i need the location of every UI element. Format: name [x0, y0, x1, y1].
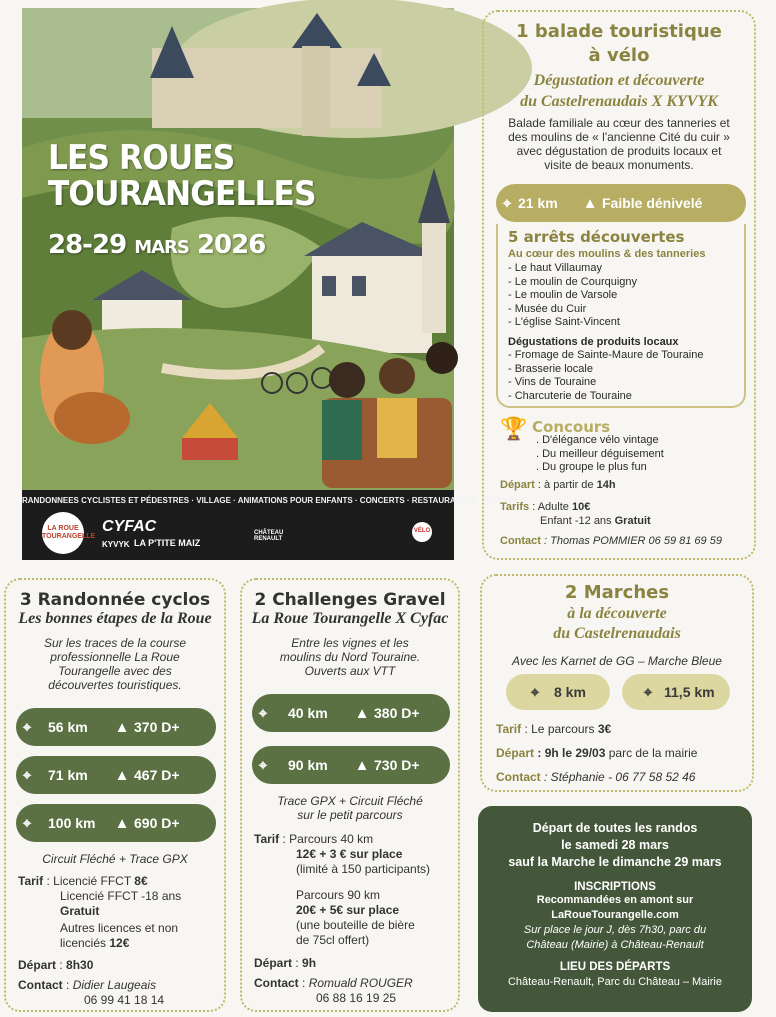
cyfac-logo: CYFAC	[102, 518, 157, 535]
cyclos-contact: Contact : Didier Laugeais	[18, 978, 157, 992]
cyclos-phone: 06 99 41 18 14	[84, 993, 165, 1007]
cyclos-tarif-2: Licencié FFCT -18 ans	[60, 889, 182, 903]
cyclos-route-1: ⌖ 56 km ▲ 370 D+	[16, 708, 216, 746]
cyclos-tarif-1: Tarif : Licencié FFCT 8€	[18, 874, 148, 888]
gravel-tarif-1: Tarif : Parcours 40 km	[254, 832, 374, 846]
velo-depart: Départ : à partir de 14h	[500, 479, 616, 491]
gravel-tarif-2: Parcours 90 km	[296, 888, 381, 902]
velo-subtitle: Dégustation et découverte du Castelrenaudais X KYVYK	[520, 72, 718, 110]
velo-logo: VÉLO	[412, 522, 432, 542]
velo-contact: Contact : Thomas POMMIER 06 59 81 69 59	[500, 535, 722, 547]
cyclos-title: 3 Randonnée cyclos	[19, 590, 211, 610]
poster-footer	[22, 490, 520, 560]
poster-tagline: RANDONNEES CYCLISTES ET PÉDESTRES · VILLAGE · ANIMATIONS POUR ENFANTS · CONCERTS · RESTAURATION · FESTIVAL	[22, 496, 520, 505]
mountain-icon: ▲	[354, 704, 370, 722]
gravel-tarif-1-price: 12€ + 3 € sur place	[296, 847, 403, 861]
gravel-route-1: ⌖ 40 km ▲ 380 D+	[252, 694, 450, 732]
route-pin-icon: ⌖	[502, 194, 512, 212]
marches-partner: Avec les Karnet de GG – Marche Bleue	[512, 654, 722, 668]
chateau-renault-logo: CHÂTEAU RENAULT	[254, 530, 284, 542]
gravel-contact: Contact : Romuald ROUGER	[254, 976, 413, 990]
info-dates: Départ de toutes les randos le samedi 28 mars sauf la Marche le dimanche 29 mars	[508, 821, 722, 869]
velo-tarif: Tarifs : Adulte 10€	[500, 501, 591, 513]
maiz-logo: LA P'TITE MAIZ	[134, 538, 201, 548]
route-pin-icon: ⌖	[258, 704, 268, 722]
contest-list: . D'élégance vélo vintage . Du meilleur déguisement . Du groupe le plus fun	[536, 434, 664, 473]
gravel-depart: Départ : 9h	[254, 956, 317, 970]
gravel-route-2: ⌖ 90 km ▲ 730 D+	[252, 746, 450, 784]
contest-title: Concours	[532, 418, 611, 436]
velo-distance-pill: ⌖ 21 km ▲ Faible dénivelé	[496, 184, 746, 222]
mountain-icon: ▲	[114, 766, 130, 784]
kyvyk-logo: KYVYK	[102, 540, 130, 549]
gravel-description: Entre les vignes et les moulins du Nord Touraine. Ouverts aux VTT	[279, 636, 421, 678]
route-pin-icon: ⌖	[643, 683, 653, 701]
cyclos-depart: Départ : 8h30	[18, 958, 94, 972]
velo-description: Balade familiale au cœur des tanneries et des moulins de « l'ancienne Cité du cuir » avec dégustation de produits locaux et visite de beaux monuments.	[508, 116, 730, 172]
gravel-section	[240, 578, 460, 1012]
inscriptions-link[interactable]: LaRoueTourangelle.com	[551, 909, 679, 921]
event-poster	[22, 8, 520, 560]
roue-tourangelle-logo: LA ROUE TOURANGELLE	[42, 512, 84, 554]
marches-subtitle: à la découverte du Castelrenaudais	[553, 605, 681, 642]
marches-depart: Départ : 9h le 29/03 parc de la mairie	[496, 746, 698, 760]
marches-title: 2 Marches	[564, 582, 670, 603]
mountain-icon: ▲	[114, 718, 130, 736]
velo-stops-panel	[496, 224, 746, 408]
route-pin-icon: ⌖	[22, 766, 32, 784]
marche-route-1: ⌖ 8 km	[506, 674, 610, 710]
gravel-subtitle: La Roue Tourangelle X Cyfac	[251, 610, 449, 627]
mountain-icon: ▲	[114, 814, 130, 832]
cyclos-route-2: ⌖ 71 km ▲ 467 D+	[16, 756, 216, 794]
cyclos-circuit: Circuit Fléché + Trace GPX	[42, 852, 188, 866]
gravel-phone: 06 88 16 19 25	[316, 991, 397, 1005]
route-pin-icon: ⌖	[530, 683, 540, 701]
cyclos-tarif-3: Autres licences et non	[60, 921, 179, 935]
poster-title: LES ROUES TOURANGELLES	[48, 138, 316, 214]
tasting-title: Dégustations de produits locaux	[508, 336, 679, 348]
stops-list: - Le haut Villaumay - Le moulin de Courquigny - Le moulin de Varsole - Musée du Cuir - L'église Saint-Vincent	[508, 262, 638, 328]
velo-title: 1 balade touristique à vélo	[516, 21, 722, 66]
gravel-tarif-1-note: (limité à 150 participants)	[296, 862, 431, 876]
inscriptions-title: INSCRIPTIONS	[574, 881, 656, 893]
marche-route-2: ⌖ 11,5 km	[622, 674, 730, 710]
gravel-title: 2 Challenges Gravel	[254, 590, 446, 610]
info-section	[478, 806, 752, 1012]
lieu-text: Château-Renault, Parc du Château – Mairie	[507, 976, 722, 988]
cyclos-route-3: ⌖ 100 km ▲ 690 D+	[16, 804, 216, 842]
velo-section	[482, 10, 756, 560]
mountain-icon: ▲	[354, 756, 370, 774]
marches-contact: Contact : Stéphanie - 06 77 58 52 46	[496, 770, 696, 784]
gravel-tarif-2-note1: (une bouteille de bière	[296, 918, 415, 932]
route-pin-icon: ⌖	[22, 718, 32, 736]
gravel-trace: Trace GPX + Circuit Fléché sur le petit parcours	[277, 794, 423, 822]
inscriptions-onsite: Sur place le jour J, dès 7h30, parc du Château (Mairie) à Château-Renault	[523, 924, 707, 951]
lieu-title: LIEU DES DÉPARTS	[559, 961, 671, 973]
marches-section	[480, 574, 754, 792]
stops-subtitle: Au cœur des moulins & des tanneries	[508, 248, 706, 260]
cyclos-subtitle: Les bonnes étapes de la Roue	[18, 610, 212, 627]
cyclos-section	[4, 578, 226, 1012]
mountain-icon: ▲	[582, 194, 598, 212]
marches-tarif: Tarif : Le parcours 3€	[496, 722, 612, 736]
cyclos-description: Sur les traces de la course professionnelle La Roue Tourangelle avec des découvertes touristiques.	[43, 636, 187, 692]
gravel-tarif-2-price: 20€ + 5€ sur place	[296, 903, 400, 917]
tasting-list: - Fromage de Sainte-Maure de Touraine - Brasserie locale - Vins de Touraine - Charcuterie de Touraine	[508, 349, 704, 402]
inscriptions-online: Recommandées en amont sur LaRoueTourangelle.com	[478, 893, 752, 923]
route-pin-icon: ⌖	[258, 756, 268, 774]
stops-title: 5 arrêts découvertes	[508, 228, 685, 246]
poster-date: 28-29 MARS 2026	[48, 230, 266, 260]
cyclos-tarif-2b: Gratuit	[60, 904, 100, 918]
poster-illustration	[22, 8, 520, 560]
trophy-icon: 🏆	[500, 416, 528, 441]
cyclos-tarif-3b: licenciés 12€	[60, 936, 130, 950]
route-pin-icon: ⌖	[22, 814, 32, 832]
gravel-tarif-2-note2: de 75cl offert)	[296, 933, 370, 947]
velo-tarif-child: Enfant -12 ans Gratuit	[540, 515, 651, 527]
